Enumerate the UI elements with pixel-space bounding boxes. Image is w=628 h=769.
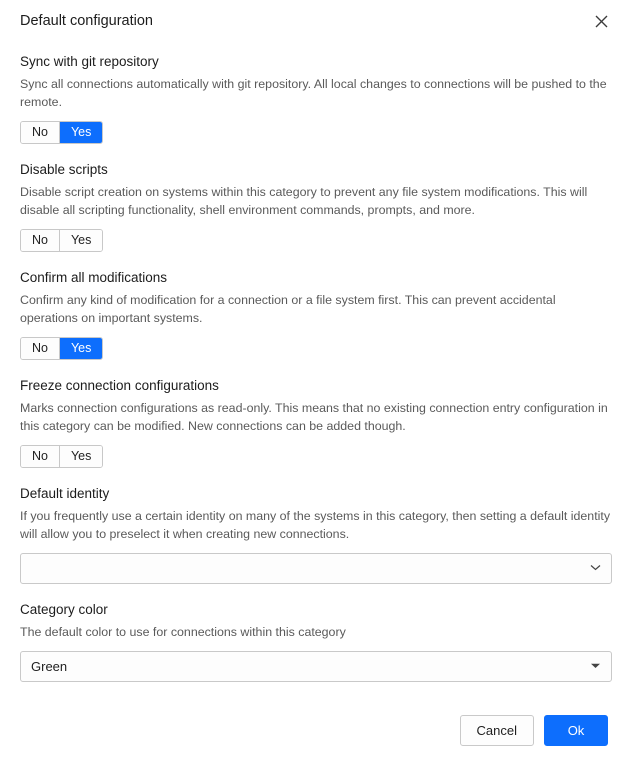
- toggle-option-yes[interactable]: Yes: [60, 122, 102, 143]
- setting-title: Confirm all modifications: [20, 269, 168, 285]
- setting-confirm-all-modifications: [20, 270, 614, 360]
- category-color-select[interactable]: [20, 651, 612, 682]
- toggle-option-no[interactable]: No: [21, 230, 60, 251]
- toggle-disable-scripts[interactable]: [20, 229, 103, 252]
- setting-title: Default identity: [20, 485, 110, 501]
- dialog-content: [0, 42, 628, 705]
- toggle-option-no[interactable]: No: [21, 122, 60, 143]
- toggle-confirm-all-modifications[interactable]: [20, 337, 103, 360]
- ok-button[interactable]: Ok: [544, 715, 608, 746]
- setting-description: Confirm any kind of modification for a connection or a file system first. This can prevent accidental operations on important systems.: [20, 292, 556, 325]
- setting-description: The default color to use for connections within this category: [20, 624, 346, 639]
- setting-description: Disable script creation on systems within this category to prevent any file system modifications. This will disable all scripting functionality, shell environment commands, prompts, and more.: [20, 184, 588, 217]
- chevron-down-icon: [590, 563, 601, 574]
- toggle-option-no[interactable]: No: [21, 446, 60, 467]
- setting-title: Category color: [20, 601, 108, 617]
- dialog-title: Default configuration: [20, 13, 153, 29]
- setting-category-color: [20, 602, 614, 682]
- close-icon[interactable]: [588, 8, 614, 34]
- setting-disable-scripts: [20, 162, 614, 252]
- default-identity-select[interactable]: [20, 553, 612, 584]
- setting-title: Disable scripts: [20, 161, 108, 177]
- setting-sync-with-git-repository: [20, 54, 614, 144]
- setting-freeze-connection-configurations: [20, 378, 614, 468]
- setting-description: Sync all connections automatically with git repository. All local changes to connections will be pushed to the remote.: [20, 77, 607, 109]
- toggle-option-yes[interactable]: Yes: [60, 230, 102, 251]
- toggle-freeze-connection-configurations[interactable]: [20, 445, 103, 468]
- setting-description: If you frequently use a certain identity on many of the systems in this category, then setting a default identity will allow you to preselect it when creating new connections.: [20, 508, 611, 541]
- dialog-footer: [0, 705, 628, 769]
- dialog-titlebar: [0, 0, 628, 42]
- toggle-option-no[interactable]: No: [21, 338, 60, 359]
- toggle-option-yes[interactable]: Yes: [60, 446, 102, 467]
- setting-title: Freeze connection configurations: [20, 377, 219, 393]
- cancel-button[interactable]: Cancel: [460, 715, 534, 746]
- toggle-sync-with-git-repository[interactable]: [20, 121, 103, 144]
- toggle-option-yes[interactable]: Yes: [60, 338, 102, 359]
- setting-description: Marks connection configurations as read-only. This means that no existing connection entry configuration in this category can be modified. New connections can be added though.: [20, 400, 608, 433]
- category-color-value: Green: [31, 658, 68, 674]
- setting-default-identity: [20, 486, 614, 584]
- chevron-down-icon: [590, 661, 601, 672]
- setting-title: Sync with git repository: [20, 54, 159, 69]
